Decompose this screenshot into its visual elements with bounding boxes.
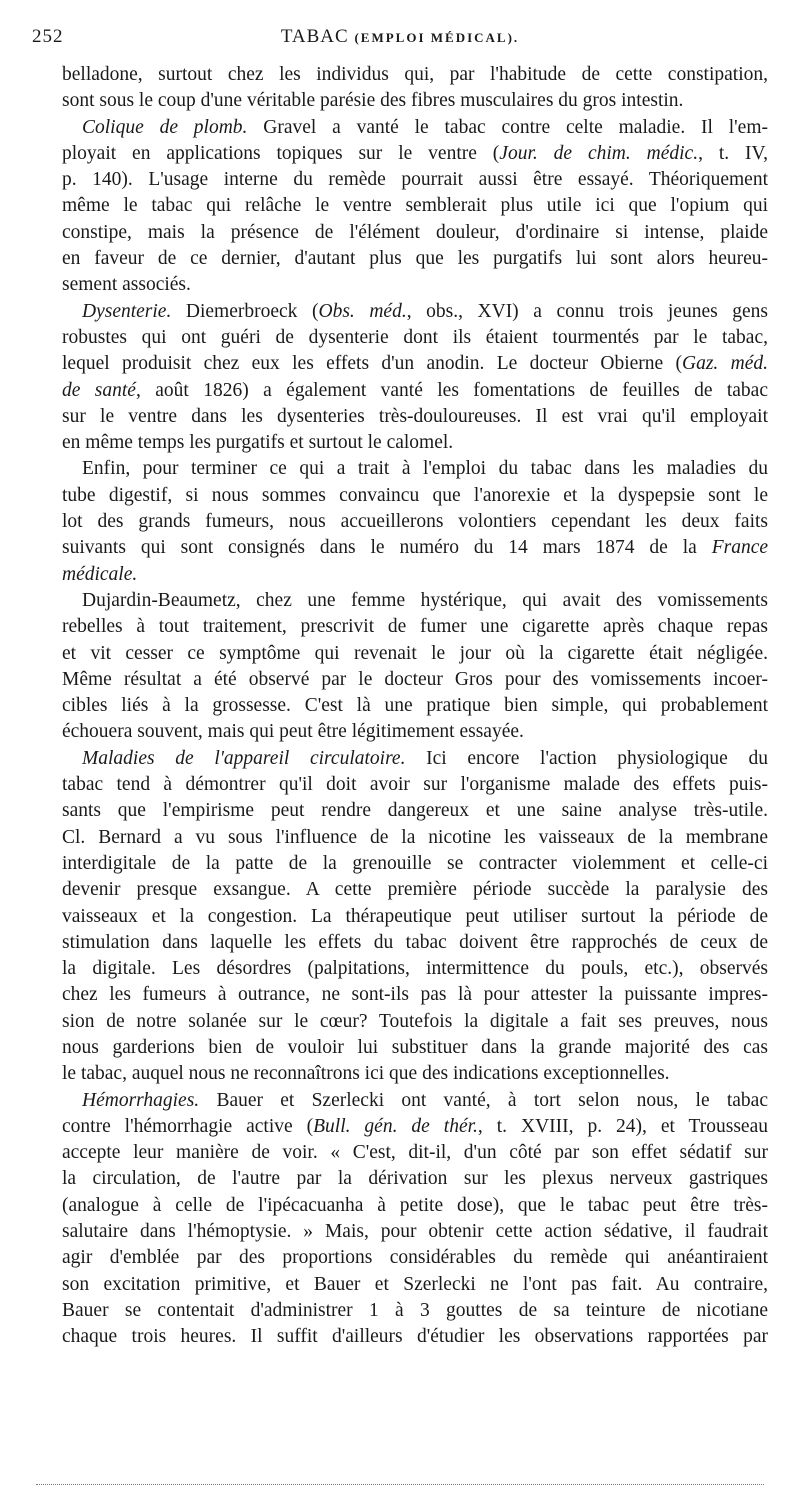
text-line (62, 772, 768, 798)
text-line (62, 193, 768, 219)
text-run: Bauer se contentait d'administrer 1 à 3 gouttes de sa teinture de nicotiane (62, 1299, 768, 1321)
text-line (62, 956, 768, 982)
text-run: lot des grands fumeurs, nous accueillerons volontiers cependant les deux faits (62, 511, 768, 533)
text-run: suivants qui sont consignés dans le numéro du 14 mars 1874 de la (62, 537, 712, 559)
text-line (62, 483, 768, 509)
text-run: Enfin, pour terminer ce qui a trait à l'emploi du tabac dans les maladies du (82, 458, 768, 480)
text-run: robustes qui ont guéri de dysenterie dont ils étaient tourmentés par le tabac, (62, 326, 768, 348)
text-line (62, 1219, 768, 1245)
text-line (62, 798, 768, 824)
italic-run: médicale. (62, 563, 138, 585)
italic-run: Bull. gén. de thér. (313, 1115, 478, 1137)
text-run: Diemerbroeck ( (171, 300, 319, 322)
text-run: (analogue à celle de l'ipécacuanha à petite dose), que le tabac peut être très- (62, 1194, 768, 1216)
text-run: en même temps les purgatifs et surtout le calomel. (62, 432, 454, 454)
text-run: en faveur de ce dernier, d'autant plus que les purgatifs lui sont alors heureu- (62, 248, 768, 270)
body-text (62, 62, 768, 1351)
text-line (62, 1140, 768, 1166)
paragraph-first-line (62, 588, 768, 614)
text-run: Gravel a vanté le tabac contre celte maladie. Il l'em- (247, 116, 769, 138)
text-run: interdigitale de la patte de la grenouille se contracter violemment et celle-ci (62, 852, 768, 874)
text-line (62, 246, 768, 272)
text-line (62, 220, 768, 246)
text-run: chaque trois heures. Il suffit d'ailleurs d'étudier les observations rapportées par (62, 1326, 768, 1348)
italic-run: Gaz. méd. (682, 353, 768, 375)
paragraph-first-line (62, 456, 768, 482)
text-run: ployait en applications topiques sur le ventre ( (62, 142, 500, 164)
italic-run: de santé (62, 379, 136, 401)
text-run: sion de notre solanée sur le cœur? Toutefois la digitale a fait ses preuves, nous (62, 1010, 768, 1032)
text-line (62, 982, 768, 1008)
text-run: Cl. Bernard a vu sous l'influence de la nicotine les vaisseaux de la membrane (62, 826, 768, 848)
text-line (62, 509, 768, 535)
text-run: le tabac, auquel nous ne reconnaîtrons ici que des indications exceptionnelles. (62, 1063, 670, 1085)
text-run: la digitale. Les désordres (palpitations, intermittence du pouls, etc.), observés (62, 958, 768, 980)
paragraph-first-line (62, 1088, 768, 1114)
text-line (62, 1166, 768, 1192)
running-title-sub: (EMPLOI MÉDICAL). (354, 30, 520, 45)
running-title-main: TABAC (280, 26, 349, 47)
text-run: cibles liés à la grossesse. C'est là une pratique bien simple, qui probablement (62, 695, 768, 717)
text-line (62, 1245, 768, 1271)
text-run: la circulation, de l'autre par la dérivation sur les plexus nerveux gastriques (62, 1168, 768, 1190)
text-run: belladone, surtout chez les individus qui, par l'habitude de cette constipation, (62, 64, 768, 85)
text-line (62, 641, 768, 667)
text-line (62, 535, 768, 561)
text-run: vaisseaux et la congestion. La thérapeutique peut utiliser surtout la période de (62, 905, 768, 927)
text-line (62, 430, 768, 456)
text-run: , t. XVIII, p. 24), et Trousseau (477, 1115, 768, 1137)
text-line (62, 825, 768, 851)
text-line (62, 719, 768, 745)
running-title (32, 26, 768, 48)
text-line (62, 1298, 768, 1324)
text-line (62, 272, 768, 298)
text-run: , obs., XVI) a connu trois jeunes gens (406, 300, 768, 322)
italic-run: Maladies de l'appareil circulatoire. (82, 747, 406, 769)
page-number: 252 (32, 26, 64, 47)
text-run: , août 1826) a également vanté les fomentations de feuilles de tabac (135, 379, 768, 401)
text-run: devenir presque exsangue. A cette première période succède la paralysie des (62, 879, 768, 901)
running-head (32, 26, 768, 56)
text-run: Ici encore l'action physiologique du (405, 747, 768, 769)
text-run: Dujardin-Beaumetz, chez une femme hystérique, qui avait des vomissements (82, 589, 768, 611)
text-line (62, 562, 768, 588)
text-line (62, 351, 768, 377)
paragraph-first-line (62, 746, 768, 772)
text-run: Même résultat a été observé par le docteur Gros pour des vomissements incoer- (62, 668, 768, 690)
italic-run: Hémorrhagies. (82, 1089, 200, 1111)
text-line (62, 88, 768, 114)
text-line (62, 404, 768, 430)
text-line (62, 141, 768, 167)
text-line (62, 693, 768, 719)
text-line (62, 62, 768, 88)
text-line (62, 1324, 768, 1350)
italic-run: Dysenterie. (82, 300, 172, 322)
text-run: tube digestif, si nous sommes convaincu que l'anorexie et la dyspepsie sont le (62, 484, 768, 506)
text-run: constipe, mais la présence de l'élément douleur, d'ordinaire si intense, plaide (62, 221, 768, 243)
text-run: , t. IV, (698, 142, 768, 164)
text-run: nous garderions bien de vouloir lui substituer dans la grande majorité des cas (62, 1036, 768, 1058)
text-run: sur le ventre dans les dysenteries très-douloureuses. Il est vrai qu'il employait (62, 405, 768, 427)
text-line (62, 614, 768, 640)
text-run: Bauer et Szerlecki ont vanté, à tort selon nous, le tabac (199, 1089, 768, 1111)
text-run: échouera souvent, mais qui peut être légitimement essayée. (62, 721, 524, 743)
italic-run: Obs. méd. (318, 300, 407, 322)
text-line (62, 1193, 768, 1219)
text-run: salutaire dans l'hémoptysie. » Mais, pour obtenir cette action sédative, il faudrait (62, 1221, 768, 1243)
paragraph-first-line (62, 115, 768, 141)
text-run: sement associés. (62, 274, 191, 296)
text-line (62, 378, 768, 404)
text-run: chez les fumeurs à outrance, ne sont-ils pas là pour attester la puissante impres- (62, 984, 768, 1006)
text-run: p. 140). L'usage interne du remède pourrait aussi être essayé. Théoriquement (62, 169, 768, 191)
text-run: même le tabac qui relâche le ventre semblerait plus utile ici que l'opium qui (62, 195, 768, 217)
text-line (62, 1114, 768, 1140)
italic-run: France (711, 537, 768, 559)
text-run: rebelles à tout traitement, prescrivit de fumer une cigarette après chaque repas (62, 616, 768, 638)
text-line (62, 877, 768, 903)
text-line (62, 1272, 768, 1298)
text-line (62, 904, 768, 930)
text-run: son excitation primitive, et Bauer et Szerlecki ne l'ont pas fait. Au contraire, (62, 1273, 768, 1295)
text-run: sants que l'empirisme peut rendre dangereux et une saine analyse très-utile. (62, 800, 768, 822)
text-line (62, 325, 768, 351)
paragraph-first-line (62, 299, 768, 325)
text-line (62, 930, 768, 956)
text-run: et vit cesser ce symptôme qui revenait le jour où la cigarette était négligée. (62, 642, 768, 664)
footer-dotted-rule (36, 1484, 764, 1485)
text-run: tabac tend à démontrer qu'il doit avoir sur l'organisme malade des effets puis- (62, 774, 768, 796)
text-run: stimulation dans laquelle les effets du tabac doivent être rapprochés de ceux de (62, 931, 768, 953)
text-run: accepte leur manière de voir. « C'est, dit-il, d'un côté par son effet sédatif sur (62, 1142, 768, 1164)
text-run: lequel produisit chez eux les effets d'un anodin. Le docteur Obierne ( (62, 353, 683, 375)
text-line (62, 1035, 768, 1061)
text-line (62, 1061, 768, 1087)
italic-run: Colique de plomb. (82, 116, 248, 138)
text-line (62, 167, 768, 193)
text-run: agir d'emblée par des proportions considérables du remède qui anéantiraient (62, 1247, 768, 1269)
text-run: contre l'hémorrhagie active ( (62, 1115, 314, 1137)
text-line (62, 1009, 768, 1035)
text-run: sont sous le coup d'une véritable parésie des fibres musculaires du gros intestin. (62, 90, 684, 112)
text-line (62, 851, 768, 877)
italic-run: Jour. de chim. médic. (499, 142, 699, 164)
text-line (62, 667, 768, 693)
